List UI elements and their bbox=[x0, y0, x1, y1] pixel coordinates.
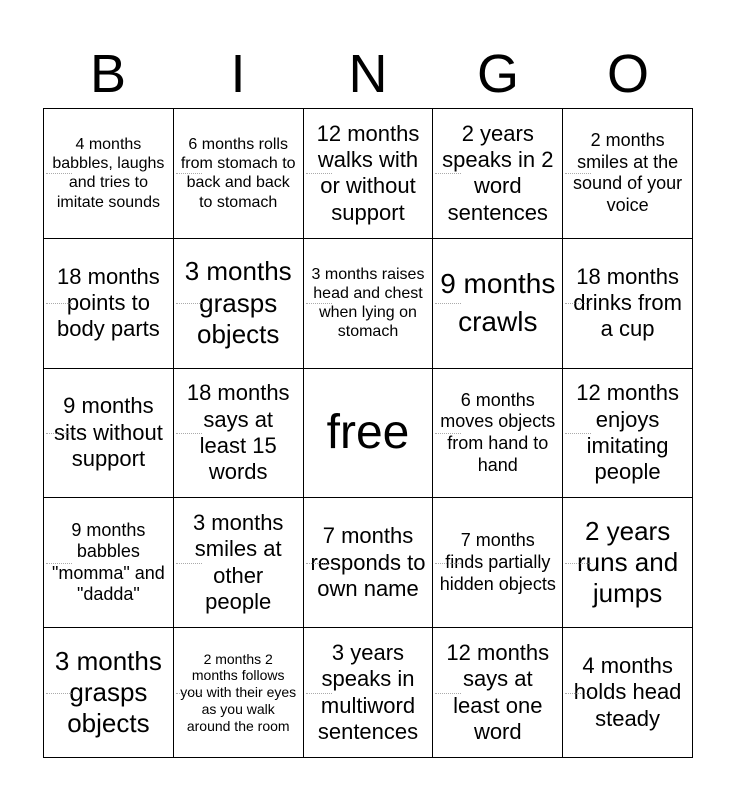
cell-text: 12 months says at least one word bbox=[446, 639, 550, 744]
cell-text: 12 months walks with or without support bbox=[316, 120, 420, 225]
cell-guide-mark bbox=[176, 693, 202, 695]
bingo-header bbox=[43, 40, 693, 108]
cell-text: 18 months points to body parts bbox=[57, 263, 160, 342]
header-letter-b: B bbox=[89, 44, 127, 104]
cell-guide-mark bbox=[565, 563, 591, 565]
cell-guide-mark bbox=[435, 693, 461, 695]
bingo-cell-r1-c1[interactable] bbox=[44, 109, 174, 239]
bingo-cell-r5-c2[interactable] bbox=[174, 628, 304, 758]
bingo-cell-r1-c2[interactable] bbox=[174, 109, 304, 239]
bingo-cell-r3-c4[interactable] bbox=[433, 369, 563, 499]
bingo-cell-r2-c5[interactable] bbox=[563, 239, 693, 369]
bingo-cell-r4-c1[interactable] bbox=[44, 498, 174, 628]
cell-guide-mark bbox=[306, 303, 332, 305]
bingo-cell-r4-c3[interactable] bbox=[304, 498, 434, 628]
cell-guide-mark bbox=[435, 303, 461, 305]
header-letter-n: N bbox=[348, 44, 388, 104]
cell-text: 7 months finds partially hidden objects bbox=[439, 530, 556, 594]
cell-text: 4 months holds head steady bbox=[573, 653, 682, 731]
cell-text: 9 months sits without support bbox=[53, 393, 163, 472]
bingo-cell-r1-c3[interactable] bbox=[304, 109, 434, 239]
bingo-cell-r1-c5[interactable] bbox=[563, 109, 693, 239]
free-space[interactable] bbox=[304, 369, 434, 499]
bingo-cell-r2-c4[interactable] bbox=[433, 239, 563, 369]
cell-text: 6 months rolls from stomach to back and back to stomach bbox=[180, 136, 296, 211]
cell-guide-mark bbox=[306, 173, 332, 175]
cell-guide-mark bbox=[435, 563, 461, 565]
cell-text: 9 months crawls bbox=[440, 268, 556, 338]
cell-text: 3 months grasps objects bbox=[54, 645, 162, 739]
bingo-cell-r5-c1[interactable] bbox=[44, 628, 174, 758]
header-letter-o: O bbox=[606, 44, 649, 104]
cell-guide-mark bbox=[46, 303, 72, 305]
cell-guide-mark bbox=[306, 693, 332, 695]
cell-text: 18 months says at least 15 words bbox=[186, 380, 290, 485]
cell-text: 4 months babbles, laughs and tries to imitate sounds bbox=[52, 136, 165, 211]
cell-guide-mark bbox=[565, 303, 591, 305]
cell-text: 2 years speaks in 2 word sentences bbox=[442, 120, 554, 225]
cell-text: 3 months raises head and chest when lying on stomach bbox=[311, 265, 425, 341]
cell-guide-mark bbox=[565, 433, 591, 435]
bingo-cell-r2-c3[interactable] bbox=[304, 239, 434, 369]
cell-guide-mark bbox=[176, 433, 202, 435]
cell-guide-mark bbox=[46, 433, 72, 435]
bingo-cell-r3-c2[interactable] bbox=[174, 369, 304, 499]
cell-text: 7 months responds to own name bbox=[310, 523, 426, 601]
cell-guide-mark bbox=[46, 693, 72, 695]
header-letter-i: I bbox=[230, 44, 246, 104]
cell-guide-mark bbox=[176, 173, 202, 175]
cell-text: 3 years speaks in multiword sentences bbox=[317, 639, 419, 744]
cell-guide-mark bbox=[565, 173, 591, 175]
bingo-cell-r2-c2[interactable] bbox=[174, 239, 304, 369]
bingo-cell-r3-c1[interactable] bbox=[44, 369, 174, 499]
cell-text: 2 months smiles at the sound of your voice bbox=[573, 130, 683, 215]
cell-guide-mark bbox=[46, 563, 72, 565]
header-letter-g: G bbox=[476, 44, 519, 104]
cell-text: 3 months smiles at other people bbox=[192, 510, 284, 615]
bingo-cell-r4-c2[interactable] bbox=[174, 498, 304, 628]
bingo-cell-r4-c4[interactable] bbox=[433, 498, 563, 628]
bingo-cell-r4-c5[interactable] bbox=[563, 498, 693, 628]
cell-guide-mark bbox=[306, 563, 332, 565]
cell-guide-mark bbox=[176, 303, 202, 305]
cell-text: 3 months grasps objects bbox=[184, 256, 292, 349]
bingo-cell-r2-c1[interactable] bbox=[44, 239, 174, 369]
cell-text: 12 months enjoys imitating people bbox=[576, 380, 679, 485]
cell-text: 2 months 2 months follows you with their eyes as you walk around the room bbox=[180, 650, 297, 734]
cell-guide-mark bbox=[565, 693, 591, 695]
bingo-grid bbox=[43, 108, 693, 758]
cell-guide-mark bbox=[435, 433, 461, 435]
bingo-cell-r1-c4[interactable] bbox=[433, 109, 563, 239]
cell-text: 6 months moves objects from hand to hand bbox=[440, 389, 556, 475]
cell-text: 18 months drinks from a cup bbox=[573, 263, 682, 342]
cell-guide-mark bbox=[46, 173, 72, 175]
cell-guide-mark bbox=[176, 563, 202, 565]
cell-text: free bbox=[326, 406, 410, 460]
bingo-cell-r5-c5[interactable] bbox=[563, 628, 693, 758]
bingo-cell-r5-c3[interactable] bbox=[304, 628, 434, 758]
bingo-cell-r3-c5[interactable] bbox=[563, 369, 693, 499]
bingo-cell-r5-c4[interactable] bbox=[433, 628, 563, 758]
cell-guide-mark bbox=[435, 173, 461, 175]
cell-text: 9 months babbles "momma" and "dadda" bbox=[51, 519, 165, 605]
cell-text: 2 years runs and jumps bbox=[577, 516, 679, 609]
